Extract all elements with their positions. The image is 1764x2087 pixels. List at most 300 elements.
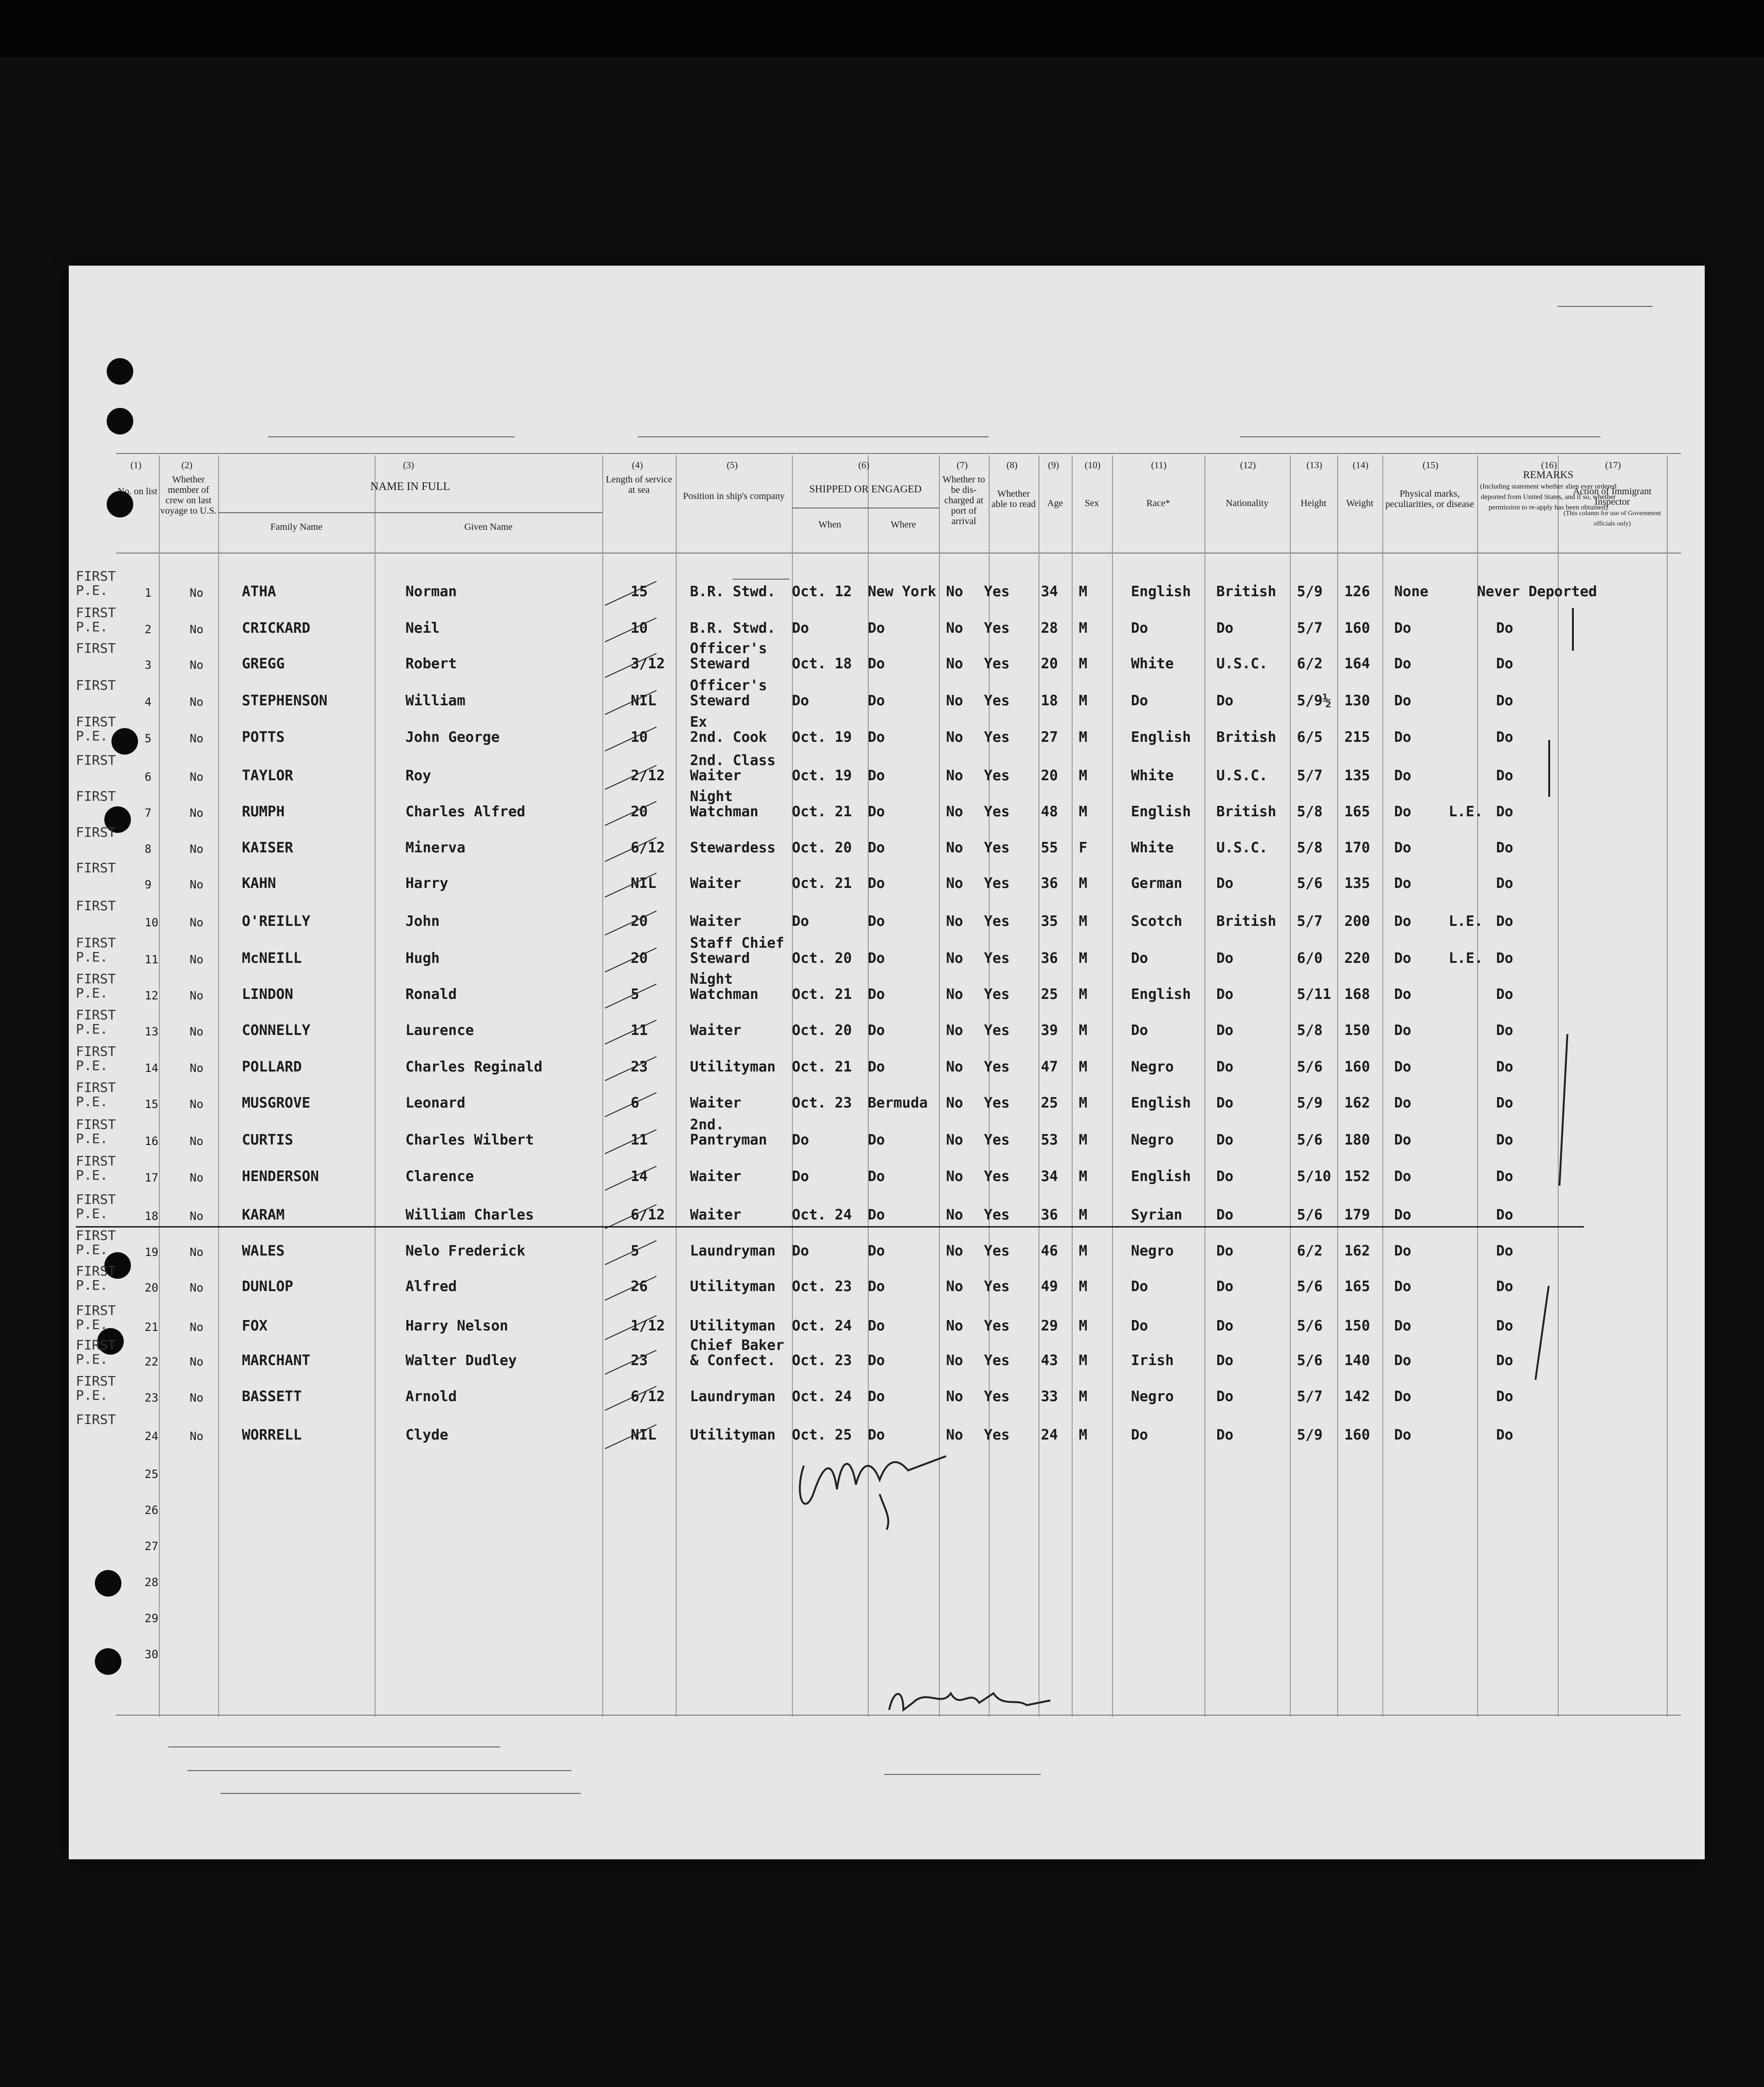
discharged: No (946, 693, 964, 709)
discharged: No (946, 1278, 964, 1295)
col-read-number: (8) (1006, 460, 1018, 471)
family-name: KARAM (242, 1207, 285, 1223)
age: 33 (1041, 1388, 1058, 1405)
race: Do (1131, 1278, 1148, 1295)
col-no-number: (1) (130, 460, 142, 471)
manifest-sheet (69, 266, 1705, 1859)
shipped-when: Oct. 24 (792, 1388, 852, 1405)
row-number: 13 (145, 1025, 158, 1038)
le-mark: L.E. (1449, 950, 1483, 967)
row-number: 25 (145, 1468, 158, 1481)
col-age-header: Age (1047, 498, 1063, 508)
length-of-service: 2/12 (631, 767, 665, 784)
age: 53 (1041, 1132, 1058, 1148)
age: 29 (1041, 1318, 1058, 1334)
age: 55 (1041, 840, 1058, 856)
remarks: Do (1496, 1168, 1514, 1185)
physical-marks: Do (1394, 1243, 1412, 1259)
weight: 215 (1344, 729, 1370, 746)
sex: M (1079, 875, 1088, 892)
row-number: 22 (145, 1355, 158, 1368)
shipped-where: Do (868, 913, 885, 930)
length-of-service: 14 (631, 1168, 648, 1185)
family-name-header: Family Name (270, 522, 322, 532)
row-number: 7 (145, 806, 152, 820)
given-name: Ronald (405, 986, 457, 1003)
given-name: Harry (405, 875, 449, 892)
nationality: Do (1216, 1022, 1234, 1039)
discharged: No (946, 1243, 964, 1259)
shipped-where: Do (868, 1022, 885, 1039)
height: 5/6 (1297, 1059, 1323, 1075)
able-to-read: Yes (984, 656, 1010, 672)
age: 39 (1041, 1022, 1058, 1039)
action-header: Action of Immigrant Inspector (1573, 486, 1652, 507)
shipped-when: Oct. 21 (792, 986, 852, 1003)
length-of-service: 23 (631, 1352, 648, 1369)
crew-class-pe: P.E. (76, 619, 108, 635)
crew-last-voyage: No (190, 658, 203, 672)
age: 43 (1041, 1352, 1058, 1369)
given-name: Neil (405, 620, 440, 637)
able-to-read: Yes (984, 1059, 1010, 1075)
physical-marks: Do (1394, 1318, 1412, 1334)
height: 6/2 (1297, 1243, 1323, 1259)
weight: 170 (1344, 840, 1370, 856)
family-name: MARCHANT (242, 1352, 311, 1369)
remarks: Do (1496, 803, 1514, 820)
length-of-service: 11 (631, 1132, 648, 1148)
remarks: Do (1496, 1059, 1514, 1075)
punch-hole (107, 358, 133, 385)
crew-class: FIRST (76, 1153, 116, 1169)
discharged: No (946, 875, 964, 892)
col-nationality-number: (12) (1240, 460, 1256, 471)
able-to-read: Yes (984, 1388, 1010, 1405)
crew-last-voyage: No (190, 878, 203, 891)
crew-class-pe: P.E. (76, 1351, 108, 1367)
crew-last-voyage: No (190, 1391, 203, 1404)
sex: M (1079, 1352, 1088, 1369)
crew-last-voyage: No (190, 989, 203, 1002)
given-name-header: Given Name (464, 522, 513, 532)
length-of-service: 20 (631, 950, 648, 967)
able-to-read: Yes (984, 840, 1010, 856)
shipped-where: Do (868, 1132, 885, 1148)
given-name: William (405, 693, 466, 709)
given-name: John George (405, 729, 500, 746)
discharged: No (946, 1022, 964, 1039)
weight: 200 (1344, 913, 1370, 930)
punch-hole (111, 728, 138, 755)
nationality: British (1216, 913, 1277, 930)
physical-marks: Do (1394, 1278, 1412, 1295)
physical-marks: None (1394, 583, 1429, 600)
crew-class: FIRST (76, 1117, 116, 1132)
crew-class-pe: P.E. (76, 949, 108, 965)
given-name: William Charles (405, 1207, 534, 1223)
crew-class: FIRST (76, 1007, 116, 1023)
col-position-header: Position in ship's company (683, 491, 785, 501)
sex: M (1079, 1427, 1088, 1443)
col-member-header: Whether member of crew on last voyage to U.S. (160, 474, 217, 516)
sex: M (1079, 1168, 1088, 1185)
able-to-read: Yes (984, 1168, 1010, 1185)
position-line1: Ex (690, 714, 707, 730)
position-line1: 2nd. (690, 1117, 725, 1133)
weight: 160 (1344, 620, 1370, 637)
height: 5/6 (1297, 875, 1323, 892)
sex: M (1079, 583, 1088, 600)
age: 46 (1041, 1243, 1058, 1259)
length-of-service: 26 (631, 1278, 648, 1295)
length-of-service: 10 (631, 729, 648, 746)
col-race-header: Race* (1146, 498, 1170, 508)
physical-marks: Do (1394, 1168, 1412, 1185)
given-name: Laurence (405, 1022, 474, 1039)
given-name: Roy (405, 767, 432, 784)
shipped-when: Do (792, 693, 809, 709)
weight: 168 (1344, 986, 1370, 1003)
discharged: No (946, 840, 964, 856)
shipped-when: Do (792, 620, 809, 637)
nationality: Do (1216, 1168, 1234, 1185)
position: Watchman (690, 803, 759, 820)
row-number: 11 (145, 953, 158, 966)
family-name: KAISER (242, 840, 294, 856)
crew-last-voyage: No (190, 916, 203, 929)
family-name: HENDERSON (242, 1168, 319, 1185)
family-name: CURTIS (242, 1132, 294, 1148)
nationality: Do (1216, 1243, 1234, 1259)
crew-class: FIRST (76, 1263, 116, 1279)
shipped-where: Do (868, 656, 885, 672)
remarks: Do (1496, 1207, 1514, 1223)
age: 20 (1041, 767, 1058, 784)
position-line1: Staff Chief (690, 935, 784, 951)
crew-last-voyage: No (190, 1430, 203, 1443)
race: White (1131, 840, 1174, 856)
check-mark (1548, 740, 1550, 797)
family-name: DUNLOP (242, 1278, 294, 1295)
race: English (1131, 986, 1191, 1003)
weight: 165 (1344, 1278, 1370, 1295)
family-name: STEPHENSON (242, 693, 328, 709)
col-no-header: No. on list (118, 486, 157, 497)
able-to-read: Yes (984, 693, 1010, 709)
crew-class: FIRST (76, 1373, 116, 1389)
sex: M (1079, 1207, 1088, 1223)
row-number: 5 (145, 732, 152, 745)
position-line1: Officer's (690, 677, 767, 694)
position: Laundryman (690, 1388, 776, 1405)
nationality: Do (1216, 986, 1234, 1003)
weight: 180 (1344, 1132, 1370, 1148)
shipped-where: Do (868, 1388, 885, 1405)
able-to-read: Yes (984, 1132, 1010, 1148)
given-name: Alfred (405, 1278, 457, 1295)
position: Waiter (690, 1095, 742, 1111)
height: 5/8 (1297, 840, 1323, 856)
shipped-where: Do (868, 1278, 885, 1295)
sex: M (1079, 1318, 1088, 1334)
physical-marks: Do (1394, 875, 1412, 892)
remarks: Do (1496, 729, 1514, 746)
discharged: No (946, 986, 964, 1003)
col-weight-number: (14) (1352, 460, 1369, 471)
col-service-header: Length of service at sea (606, 474, 672, 495)
remarks: Do (1496, 767, 1514, 784)
nationality: Do (1216, 950, 1234, 967)
family-name: MUSGROVE (242, 1095, 311, 1111)
age: 47 (1041, 1059, 1058, 1075)
age: 25 (1041, 986, 1058, 1003)
nationality: Do (1216, 620, 1234, 637)
remarks: Do (1496, 1243, 1514, 1259)
crew-last-voyage: No (190, 1171, 203, 1184)
physical-marks: Do (1394, 1132, 1412, 1148)
nationality: U.S.C. (1216, 840, 1268, 856)
crew-class: FIRST (76, 971, 116, 987)
row-number: 10 (145, 916, 158, 929)
height: 5/8 (1297, 1022, 1323, 1039)
check-mark (1534, 1286, 1550, 1380)
height: 5/6 (1297, 1318, 1323, 1334)
crew-class: FIRST (76, 605, 116, 620)
position-line1: 2nd. Class (690, 752, 776, 769)
given-name: Clarence (405, 1168, 474, 1185)
physical-marks: Do (1394, 1207, 1412, 1223)
race: Negro (1131, 1388, 1174, 1405)
position: Waiter (690, 1022, 742, 1039)
sex: M (1079, 1059, 1088, 1075)
height: 6/0 (1297, 950, 1323, 967)
crew-class-pe: P.E. (76, 582, 108, 598)
able-to-read: Yes (984, 1022, 1010, 1039)
remarks: Do (1496, 1132, 1514, 1148)
crew-class: FIRST (76, 1337, 116, 1353)
height: 5/6 (1297, 1207, 1323, 1223)
row-number: 17 (145, 1171, 158, 1184)
remarks: Do (1496, 656, 1514, 672)
crew-class: FIRST (76, 898, 116, 914)
punch-hole (107, 408, 133, 434)
crew-class-pe: P.E. (76, 728, 108, 744)
col-sex-number: (10) (1084, 460, 1101, 471)
nationality: Do (1216, 1388, 1234, 1405)
family-name: WALES (242, 1243, 285, 1259)
race: White (1131, 767, 1174, 784)
row-number: 20 (145, 1281, 158, 1294)
crew-class-pe: P.E. (76, 1131, 108, 1146)
col-discharged-number: (7) (956, 460, 968, 471)
shipped-where: Do (868, 1168, 885, 1185)
length-of-service: 20 (631, 913, 648, 930)
row-number: 26 (145, 1504, 158, 1517)
physical-marks: Do (1394, 1427, 1412, 1443)
position: Pantryman (690, 1132, 767, 1148)
height: 6/2 (1297, 656, 1323, 672)
nationality: Do (1216, 1059, 1234, 1075)
sex: M (1079, 1132, 1088, 1148)
shipped-when: Oct. 12 (792, 583, 852, 600)
race: English (1131, 803, 1191, 820)
shipped-where: Do (868, 729, 885, 746)
col-read-header: Whether able to read (991, 489, 1036, 509)
discharged: No (946, 913, 964, 930)
shipped-where: Do (868, 693, 885, 709)
given-name: Arnold (405, 1388, 457, 1405)
weight: 140 (1344, 1352, 1370, 1369)
col-position-number: (5) (726, 460, 738, 471)
sex: M (1079, 1388, 1088, 1405)
age: 49 (1041, 1278, 1058, 1295)
given-name: Clyde (405, 1427, 449, 1443)
remarks-header: REMARKS (1523, 469, 1574, 480)
age: 24 (1041, 1427, 1058, 1443)
given-name: Charles Reginald (405, 1059, 542, 1075)
shipped-when: Do (792, 1243, 809, 1259)
sex: M (1079, 803, 1088, 820)
crew-class: FIRST (76, 677, 116, 693)
row-number: 6 (145, 770, 152, 784)
family-name: TAYLOR (242, 767, 294, 784)
row-number: 28 (145, 1576, 158, 1589)
name-in-full-header: NAME IN FULL (370, 480, 450, 493)
row-number: 9 (145, 878, 152, 891)
length-of-service: NIL (631, 1427, 657, 1443)
race: Negro (1131, 1132, 1174, 1148)
col-age-number: (9) (1048, 460, 1059, 471)
crew-class: FIRST (76, 1302, 116, 1318)
shipped-where: Bermuda (868, 1095, 928, 1111)
position-line1: Officer's (690, 640, 767, 657)
physical-marks: Do (1394, 767, 1412, 784)
le-mark: L.E. (1449, 803, 1483, 820)
able-to-read: Yes (984, 1427, 1010, 1443)
sex: M (1079, 986, 1088, 1003)
height: 5/7 (1297, 620, 1323, 637)
check-mark (1559, 1034, 1569, 1186)
le-mark: L.E. (1449, 913, 1483, 930)
sex: M (1079, 1243, 1088, 1259)
crew-class-pe: P.E. (76, 1242, 108, 1257)
race: Do (1131, 950, 1148, 967)
nationality: Do (1216, 1352, 1234, 1369)
race: Irish (1131, 1352, 1174, 1369)
height: 5/7 (1297, 913, 1323, 930)
able-to-read: Yes (984, 1095, 1010, 1111)
age: 34 (1041, 583, 1058, 600)
crew-class: FIRST (76, 860, 116, 876)
remarks: Never Deported (1477, 583, 1597, 600)
physical-marks: Do (1394, 656, 1412, 672)
given-name: Charles Alfred (405, 803, 525, 820)
able-to-read: Yes (984, 1352, 1010, 1369)
given-name: Robert (405, 656, 457, 672)
remarks: Do (1496, 1388, 1514, 1405)
crew-last-voyage: No (190, 842, 203, 856)
col-member-number: (2) (181, 460, 193, 471)
height: 5/6 (1297, 1352, 1323, 1369)
sex: M (1079, 1278, 1088, 1295)
crew-last-voyage: No (190, 1062, 203, 1075)
weight: 126 (1344, 583, 1370, 600)
able-to-read: Yes (984, 950, 1010, 967)
physical-marks: Do (1394, 950, 1412, 967)
position: Utilityman (690, 1427, 776, 1443)
discharged: No (946, 729, 964, 746)
crew-last-voyage: No (190, 953, 203, 966)
physical-marks: Do (1394, 803, 1412, 820)
race: Do (1131, 1427, 1148, 1443)
able-to-read: Yes (984, 913, 1010, 930)
col-physical-header: Physical marks, peculiarities, or disease (1385, 489, 1474, 509)
family-name: CONNELLY (242, 1022, 311, 1039)
family-name: O'REILLY (242, 913, 311, 930)
shipped-when: Oct. 21 (792, 1059, 852, 1075)
nationality: British (1216, 583, 1277, 600)
crew-last-voyage: No (190, 1210, 203, 1223)
shipped-where: Do (868, 1207, 885, 1223)
height: 5/7 (1297, 1388, 1323, 1405)
height: 5/10 (1297, 1168, 1332, 1185)
length-of-service: 1/12 (631, 1318, 665, 1334)
given-name: Walter Dudley (405, 1352, 517, 1369)
race: English (1131, 583, 1191, 600)
nationality: British (1216, 729, 1277, 746)
crew-last-voyage: No (190, 586, 203, 600)
physical-marks: Do (1394, 986, 1412, 1003)
col-name-number: (3) (403, 460, 414, 471)
age: 36 (1041, 950, 1058, 967)
sex: M (1079, 950, 1088, 967)
row-number: 29 (145, 1612, 158, 1625)
sex: M (1079, 693, 1088, 709)
shipped-where: Do (868, 1318, 885, 1334)
family-name: POLLARD (242, 1059, 302, 1075)
race: Do (1131, 620, 1148, 637)
row-number: 23 (145, 1391, 158, 1404)
height: 5/9 (1297, 1095, 1323, 1111)
physical-marks: Do (1394, 1059, 1412, 1075)
age: 25 (1041, 1095, 1058, 1111)
discharged: No (946, 1095, 964, 1111)
row-number: 3 (145, 658, 152, 672)
discharged: No (946, 1168, 964, 1185)
family-name: LINDON (242, 986, 294, 1003)
able-to-read: Yes (984, 583, 1010, 600)
crew-class: FIRST (76, 752, 116, 768)
age: 36 (1041, 875, 1058, 892)
able-to-read: Yes (984, 875, 1010, 892)
position: Waiter (690, 913, 742, 930)
race: Scotch (1131, 913, 1183, 930)
shipped-where: Do (868, 950, 885, 967)
given-name: Norman (405, 583, 457, 600)
position: 2nd. Cook (690, 729, 767, 746)
length-of-service: 10 (631, 620, 648, 637)
shipped-when: Oct. 20 (792, 840, 852, 856)
remarks: Do (1496, 913, 1514, 930)
family-name: RUMPH (242, 803, 285, 820)
discharged: No (946, 620, 964, 637)
physical-marks: Do (1394, 729, 1412, 746)
shipped-when: Oct. 19 (792, 767, 852, 784)
nationality: Do (1216, 875, 1234, 892)
remarks: Do (1496, 1278, 1514, 1295)
sex: M (1079, 1022, 1088, 1039)
